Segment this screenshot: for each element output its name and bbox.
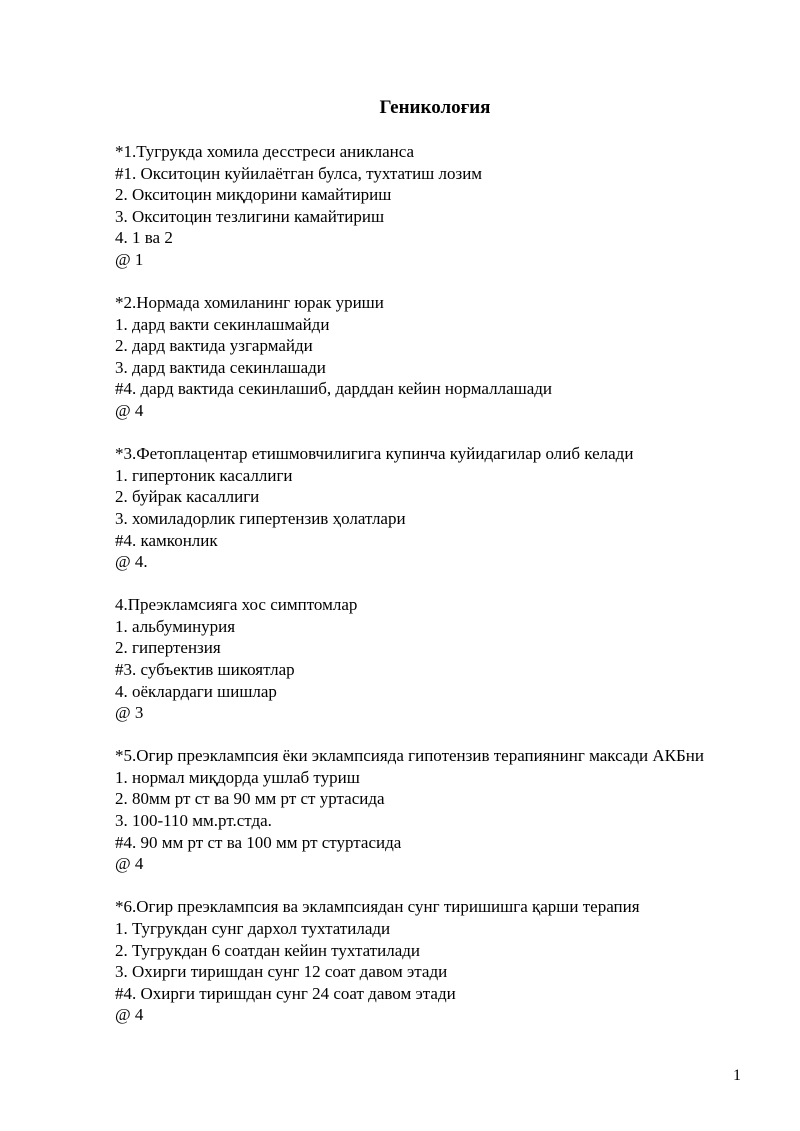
answer-option: #3. субъектив шикоятлар (115, 659, 295, 679)
answer-option: 2. 80мм рт ст ва 90 мм рт ст уртасида (115, 789, 385, 809)
answer-option: 1. нормал миқдорда ушлаб туриш (115, 767, 360, 787)
answer-option: 4. оёклардаги шишлар (115, 681, 277, 701)
correct-answer: @ 3 (115, 703, 144, 723)
question-stem: 4.Преэкламсияга хос симптомлар (115, 595, 358, 615)
correct-answer: @ 4 (115, 854, 144, 874)
answer-option: 3. хомиладорлик гипертензив ҳолатлари (115, 508, 406, 528)
answer-option: 2. Тугрукдан 6 соатдан кейин тухтатилади (115, 940, 420, 960)
answer-option: #4. дард вактида секинлашиб, дарддан кейин нормаллашади (115, 379, 553, 399)
answer-option: 1. дард вакти секинлашмайди (115, 314, 330, 334)
question-6 (115, 896, 755, 1026)
page-number: 1 (733, 1067, 741, 1084)
page-title: Гениколоғия (379, 97, 491, 118)
answer-option: 3. дард вактида секинлашади (115, 357, 326, 377)
answer-option: 2. дард вактида узгармайди (115, 336, 313, 356)
answer-option: 2. буйрак касаллиги (115, 487, 260, 507)
question-stem: *5.Огир преэклампсия ёки эклампсияда гипотензив терапиянинг максади АКБни (115, 746, 704, 766)
question-3 (115, 443, 755, 573)
question-list (115, 141, 755, 1047)
correct-answer: @ 4 (115, 401, 144, 421)
answer-option: #4. 90 мм рт ст ва 100 мм рт стуртасида (115, 832, 402, 852)
answer-option: 3. 100-110 мм.рт.стда. (115, 811, 272, 831)
answer-option: 2. Окситоцин миқдорини камайтириш (115, 185, 392, 205)
question-stem: *6.Огир преэклампсия ва эклампсиядан сунг тиришишга қарши терапия (115, 897, 640, 917)
answer-option: 1. альбуминурия (115, 616, 236, 636)
question-stem: *1.Тугрукда хомила десстреси аникланса (115, 142, 415, 161)
correct-answer: @ 4 (115, 1005, 144, 1025)
question-stem: *3.Фетоплацентар етишмовчилигига купинча куйидагилар олиб келади (115, 444, 634, 464)
question-2 (115, 292, 755, 422)
answer-option: 1. гипертоник касаллиги (115, 465, 293, 485)
answer-option: 3. Окситоцин тезлигини камайтириш (115, 206, 385, 226)
answer-option: #4. Охирги тиришдан сунг 24 соат давом этади (115, 983, 456, 1003)
answer-option: #1. Окситоцин куйилаётган булса, тухтатиш лозим (115, 163, 483, 183)
answer-option: 3. Охирги тиришдан сунг 12 соат давом этади (115, 962, 448, 982)
answer-option: 2. гипертензия (115, 638, 221, 658)
correct-answer: @ 4. (115, 552, 148, 572)
answer-option: #4. камконлик (115, 530, 218, 550)
question-stem: *2.Нормада хомиланинг юрак уриши (115, 293, 384, 313)
answer-option: 1. Тугрукдан сунг дархол тухтатилади (115, 918, 391, 938)
question-4 (115, 594, 755, 724)
question-5 (115, 745, 755, 875)
question-1 (115, 141, 755, 271)
correct-answer: @ 1 (115, 249, 144, 269)
answer-option: 4. 1 ва 2 (115, 228, 173, 248)
